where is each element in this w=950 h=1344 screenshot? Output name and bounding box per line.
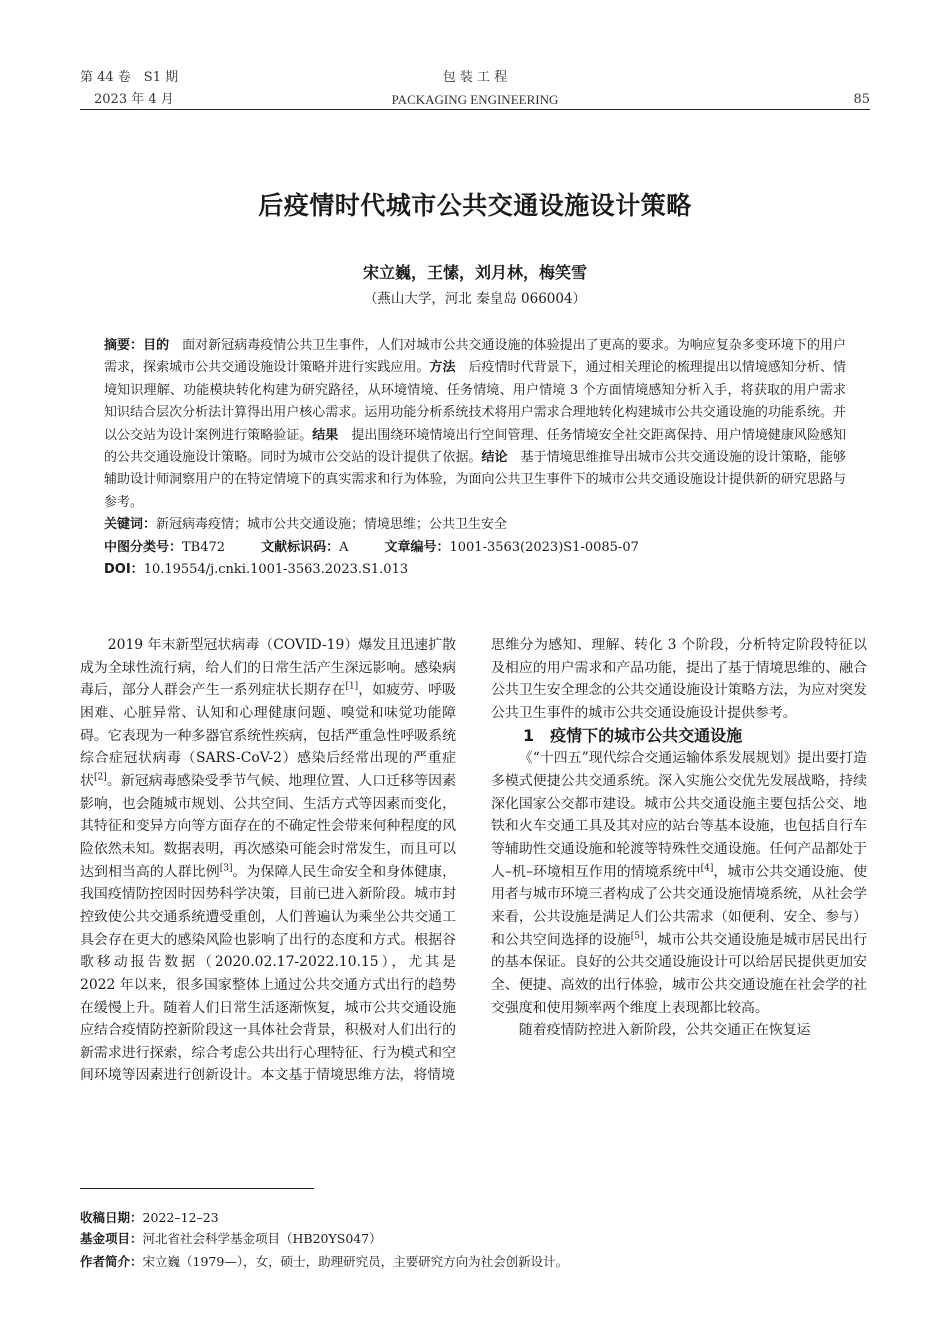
footnote-author (80, 1253, 568, 1271)
section-1-heading: 1 疫情下的城市公共交通设施 (523, 725, 743, 745)
classification (104, 537, 846, 559)
doi-value: 10.19554/j.cnki.1001-3563.2023.S1.013 (143, 562, 409, 578)
author-bio-label: 作者简介： (80, 1254, 143, 1269)
intro-continuation: 思维分为感知、理解、转化 3 个阶段，分析特定阶段特征以及相应的用户需求和产品功能，提出了基于情境思维的、融合公共卫生安全理念的公共交通设施设计策略方法，为应对突发公共卫生事件的城市公共交通设施设计提供参考。 (491, 637, 867, 721)
abstract-method: 后疫情时代背景下，通过相关理论的梳理提出以情境感知分析、情境知识理解、功能模块转化构建为研究路径，从环境情境、任务情境、用户情境 3 个方面情境感知分析入手，将获取的用户需求知识结合层次分析法计算得出用户核心需求。运用功能分析系统技术将用户需求合理地转化构建城市公共交通设施的功能系统。并以公交站为设计案例进行策略验证。 (104, 360, 846, 443)
received-label: 收稿日期： (80, 1210, 143, 1225)
fund-value: 河北省社会科学基金项目（HB20YS047） (142, 1231, 382, 1246)
citation-5: [5] (630, 930, 644, 941)
intro-paragraph (80, 634, 456, 1087)
objective-label: 目的 (143, 338, 170, 353)
doc-code-value: A (339, 539, 349, 555)
section-1-text-c: ，城市公共交通设施是城市居民出行的基本保证。良好的公共交通设施设计可以给居民提供更加安全、便捷、高效的出行体验，城市公共交通设施在社会学的社交强度和使用频率两个维度上表现都比较高。 (491, 931, 867, 1016)
author-bio-value: 宋立巍（1979—），女，硕士，助理研究员，主要研究方向为社会创新设计。 (142, 1254, 569, 1269)
body-right-column (491, 634, 867, 1042)
citation-1: [1] (345, 681, 359, 692)
abstract-result: 提出围绕环境情境出行空间管理、任务情境安全社交距离保持、用户情境健康风险感知的公共交通设施设计策略。同时为城市公交站的设计提供了依据。 (104, 427, 846, 466)
article-number-value: 1001-3563(2023)S1-0085-07 (449, 539, 639, 555)
header-page-number: 85 (853, 92, 870, 107)
abstract-label: 摘要： (104, 338, 144, 353)
doc-code-label: 文献标识码： (261, 539, 340, 555)
intro-text-b: ，如疲劳、呼吸困难、心脏异常、认知和心理健康问题、嗅觉和味觉功能障碍。它表现为一种多器官系统性疾病，包括严重急性呼吸系统综合症冠状病毒（SARS-CoV-2）感染后经常出现的严重症状 (80, 682, 456, 789)
footnote-received (80, 1209, 219, 1227)
paper-authors: 宋立巍，王愫，刘月林，梅笑雪 (362, 263, 587, 282)
paper-affiliation: （燕山大学，河北 秦皇岛 066004） (363, 291, 587, 307)
intro-text-c: 。新冠病毒感染受季节气候、地理位置、人口迁移等因素影响，也会随城市规划、公共空间、生活方式等因素而变化，其特征和变异方向等方面存在的不确定性会带来何种程度的风险依然未知。数据表明，再次感染可能会时常发生，而且可以达到相当高的人群比例 (80, 772, 456, 880)
intro-text-d: 。为保障人民生命安全和身体健康，我国疫情防控因时因势科学决策，目前已进入新阶段。城市封控致使公共交通系统遭受重创，人们普遍认为乘坐公共交通工具会存在更大的感染风险也影响了出行的态度和方式。根据谷歌移动报告数据（2020.02.17-2022.10.15），尤其是 2022 年以来，很多国家整体上通过公共交通方式出行的趋势在缓慢上升。随着人们日常生活逐渐恢复，城市公共交通设施应结合疫情防控新阶段这一具体社会背景，积极对人们出行的新需求进行探索，综合考虑公共出行心理特征、行为模式和空间环境等因素进行创新设计。本文基于情境思维方法，将情境 (80, 863, 456, 1084)
citation-2: [2] (93, 772, 107, 783)
section-1-paragraph-1 (491, 747, 867, 1019)
article-number-label: 文章编号： (384, 539, 450, 555)
conclusion-label: 结论 (481, 450, 508, 466)
method-label: 方法 (429, 360, 456, 376)
clc-label: 中图分类号： (104, 539, 183, 555)
body-left-column (80, 634, 456, 1087)
section-1-text-a: 《“十四五”现代综合交通运输体系发展规划》提出要打造多模式便捷公共交通系统。深入实施公交优先发展战略，持续深化国家公交都市建设。城市公共交通设施主要包括公交、地铁和火车交通工具及其对应的站台等基本设施，也包括自行车等辅助性交通设施和轮渡等特殊性交通设施。任何产品都处于人–机–环境相互作用的情境系统中 (491, 750, 867, 880)
footnote-fund (80, 1230, 382, 1248)
header-volume: 第 44 卷 S1 期 (80, 70, 179, 85)
result-label: 结果 (312, 427, 339, 443)
abstract-objective: 面对新冠病毒疫情公共卫生事件，人们对城市公共交通设施的体验提出了更高的要求。为响应复杂多变环境下的用户需求，探索城市公共交通设施设计策略并进行实践应用。 (104, 338, 846, 376)
keywords-value: 新冠病毒疫情；城市公共交通设施；情境思维；公共卫生安全 (156, 517, 508, 533)
keywords-label: 关键词： (104, 517, 157, 533)
keywords (104, 514, 846, 536)
received-value: 2022–12–23 (142, 1210, 219, 1225)
abstract (104, 335, 846, 581)
header-journal-en: PACKAGING ENGINEERING (391, 92, 559, 107)
header-journal-cn: 包 装 工 程 (442, 70, 508, 85)
section-1-paragraph-2: 随着疫情防控进入新阶段，公共交通正在恢复运 (518, 1022, 811, 1039)
section-1-text-b: ，城市公共交通设施、使用者与城市环境三者构成了公共交通设施情境系统，从社会学来看，公共设施是满足人们公共需求（如便利、安全、参与）和公共空间选择的设施 (491, 863, 867, 948)
paper-title: 后疫情时代城市公共交通设施设计策略 (258, 191, 692, 220)
citation-3: [3] (219, 862, 233, 873)
footnote-rule (80, 1188, 314, 1189)
doi-label: DOI： (104, 562, 144, 578)
abstract-conclusion: 基于情境思维推导出城市公共交通设施的设计策略，能够辅助设计师洞察用户的在特定情境下的真实需求和行为体验，为面向公共卫生事件下的城市公共交通设施设计提供新的研究思路与参考。 (104, 450, 846, 510)
header-rule (80, 109, 870, 110)
citation-4: [4] (700, 862, 714, 873)
intro-text-a: 2019 年末新型冠状病毒（COVID-19）爆发且迅速扩散成为全球性流行病，给人们的日常生活产生深远影响。感染病毒后，部分人群会产生一系列症状长期存在 (80, 637, 456, 699)
clc-value: TB472 (182, 539, 226, 555)
doi (104, 559, 846, 581)
fund-label: 基金项目： (80, 1231, 143, 1246)
header-date: 2023 年 4 月 (94, 92, 174, 107)
